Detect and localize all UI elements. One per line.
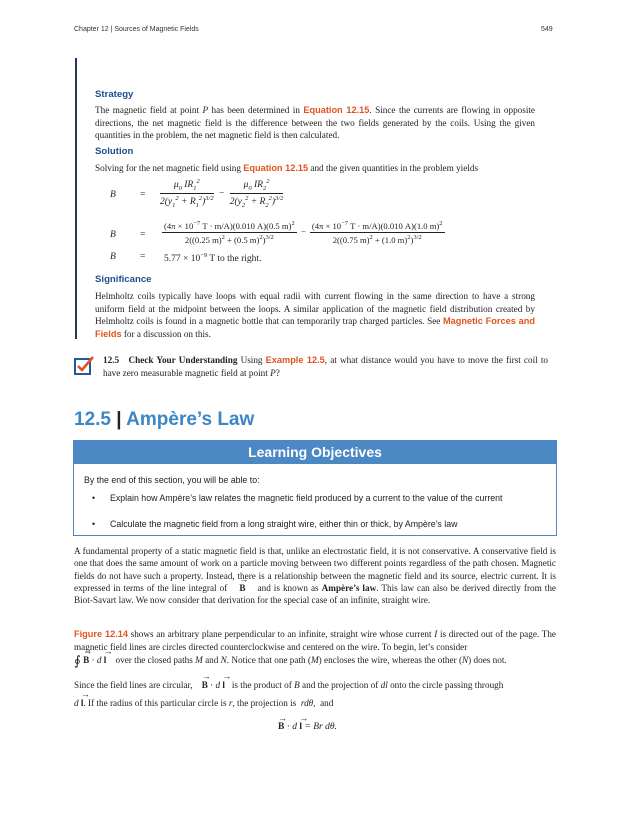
body-paragraph-1: A fundamental property of a static magnetic field is that, unlike an electrostatic field, it is not conservative. A conservative field is one that does the same amount of work on a particle moving between two different points regardless of the path chosen. Magnetic fields do not have such a property. Instead, there is a relationship between the magnetic field and its source, electric current. It is expressed in terms of the line integral of → B and is known as Ampère’s law. This law can also be derived directly from the Biot-Savart law. We now consider that derivation for the special case of an infinite, straight wire. (74, 545, 556, 606)
learning-objectives-heading: Learning Objectives (74, 441, 556, 464)
check-understanding-icon (74, 355, 96, 375)
equation-line-2: B = $\frac{(4\pi \times 10^{-7} T \cdot m/A)(0.010 A)(0.5 m)^2}{2((0.25 m)^2 + (0.5 m)^2)^{3/2}}$ − $\frac{(4\pi \times 10^{-7} T \cdot m/A)(0.010 A)(1.0 m)^2}{2((0.75 m)^2 + (1.0 m)^2)^{3/2}}$ (110, 220, 443, 245)
section-title: 12.5 | Ampère’s Law (74, 409, 255, 430)
body-paragraph-2: Figure 12.14 shows an arbitrary plane perpendicular to an infinite, straight wire whose current I is directed out of the page. The magnetic field lines are circles directed counterclockwise and centered on the wire. To begin, let’s consider (74, 629, 556, 652)
solution-text: Solving for the net magnetic field using Equation 12.15 and the given quantities in the problem yields (95, 163, 479, 173)
significance-heading: Significance (95, 274, 152, 285)
body-paragraph-3-cont: d → l. If the radius of this particular circle is r, the projection is rdθ, and (74, 697, 556, 710)
equation-line-1: B = $\frac{\mu_0 IR_1^2}{2(y_1^2 + R_1^2)^{3/2}}$ − $\frac{\mu_0 IR_2^2}{2(y_2^2 + R_2^2)^{3/2}}$ (110, 178, 284, 210)
example-12-5-link[interactable]: Example 12.5 (265, 355, 325, 365)
page-number: 549 (541, 26, 553, 33)
learning-objectives-box (73, 440, 557, 536)
objective-item: • Calculate the magnetic field from a long straight wire, either thin or thick, by Ampère’s law (92, 519, 458, 529)
magnetic-forces-link[interactable]: Magnetic Forces and Fields (95, 316, 536, 339)
strategy-text: The magnetic field at point P has been determined in Equation 12.15. Since the currents are flowing in opposite directions, the net magnetic field is the difference between the two fields generated by the coils. Using the given quantities in the problem, the net magnetic field is then calculated. (95, 105, 536, 141)
equation-12-15-link-2[interactable]: Equation 12.15 (243, 163, 309, 173)
solution-heading: Solution (95, 146, 134, 157)
strategy-heading: Strategy (95, 89, 134, 100)
body-paragraph-2-cont: ∮ → B · d → l over the closed paths M and N. Notice that one path (M) encloses the wire, whereas the other (N) does not. (74, 653, 556, 667)
equation-12-15-link[interactable]: Equation 12.15 (303, 105, 370, 115)
objective-item: • Explain how Ampère’s law relates the magnetic field produced by a current to the value of the current (92, 493, 503, 503)
example-sidebar-rule (75, 58, 77, 339)
final-equation: → B · d → l = Br dθ. (278, 722, 337, 732)
check-understanding-text: 12.5 Check Your Understanding Using Example 12.5, at what distance would you have to move the first coil to have zero measurable magnetic field at point P? (103, 355, 548, 378)
objectives-intro: By the end of this section, you will be able to: (84, 475, 260, 485)
body-paragraph-3: Since the field lines are circular, → B · d → l is the product of B and the projection of dl onto the circle passing through (74, 679, 556, 692)
chapter-header: Chapter 12 | Sources of Magnetic Fields (74, 26, 199, 33)
figure-12-14-link[interactable]: Figure 12.14 (74, 629, 128, 639)
significance-text: Helmholtz coils typically have loops with equal radii with current flowing in the same direction to have a strong uniform field at the midpoint between the loops. A similar application of the magnetic field distribution created by Helmholtz coils is found in a magnetic bottle that can temporarily trap charged particles. See Magnetic Forces and Fields for a discussion on this. (95, 291, 536, 339)
